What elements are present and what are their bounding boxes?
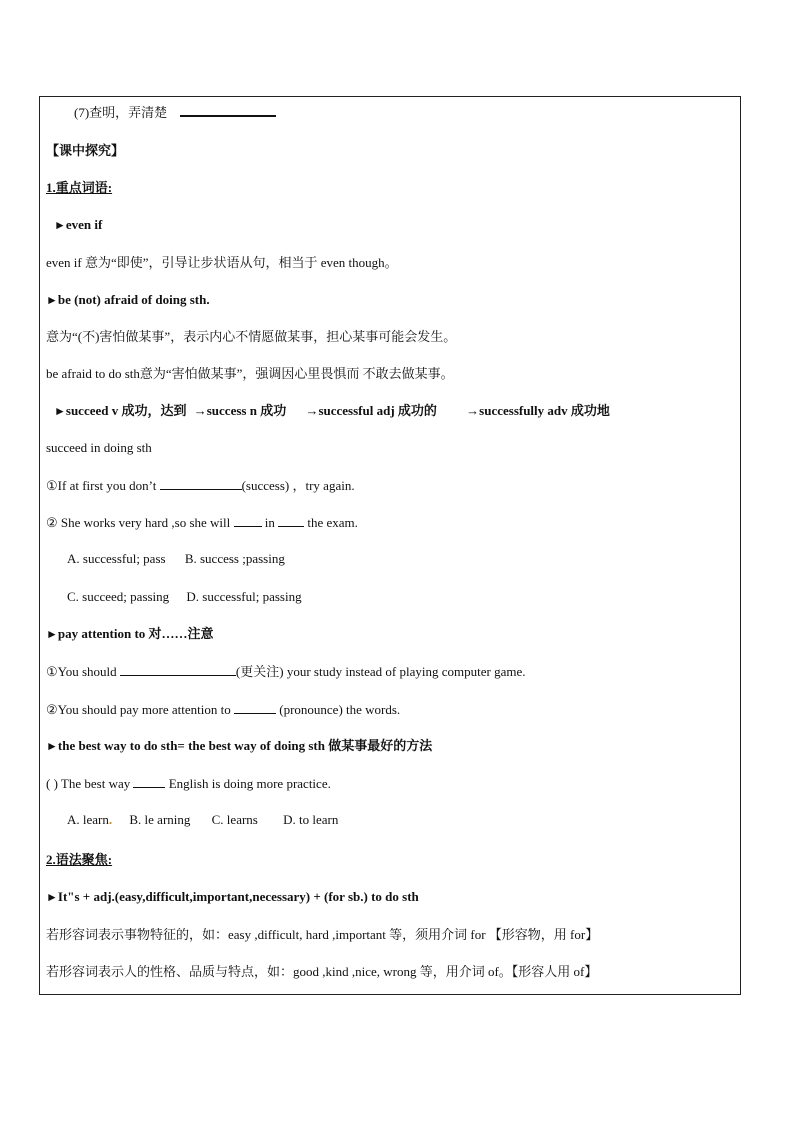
succeed-in-doing: succeed in doing sth [46,440,152,455]
exercise-4-pre: ②You should pay more attention to [46,702,231,717]
afraid-of-explanation: 意为“(不)害怕做某事”，表示内心不情愿做某事，担心某事可能会发生。 [46,329,457,344]
blank-5[interactable] [120,663,236,676]
triangle-icon: ► [46,739,58,753]
option-a: A. successful; pass [67,551,166,566]
point-even-if-text: even if [65,217,103,232]
exercise-3-pre: ①You should [46,664,117,679]
blank-6[interactable] [234,701,276,714]
blank-3[interactable] [234,514,262,527]
exercise-4-post: (pronounce) the words. [279,702,401,717]
options-row-1 [67,551,285,567]
blank-1[interactable] [180,103,276,117]
line-clarify [74,103,276,121]
point-its-adj-text: It"s + adj.(easy,difficult,important,necessary) + (for sb.) to do sth [57,889,419,904]
triangle-icon: ► [54,218,66,232]
triangle-icon: ► [46,890,58,904]
point-even-if [54,217,102,233]
point-pay-attention [46,626,214,642]
options-row-3 [67,812,338,828]
option-c: C. succeed; passing [67,589,170,604]
exercise-4 [46,701,400,718]
content-frame [39,96,741,995]
exercise-3 [46,663,525,680]
exercise-2-post: the exam. [307,515,358,530]
exercise-3-post: (更关注) your study instead of playing computer game. [235,664,526,679]
option-d-to-learn: D. to learn [283,812,339,827]
option-c-learns: C. learns [211,812,258,827]
options-row-2 [67,589,302,605]
triangle-icon: ► [46,627,58,641]
option-a-learn: A. learn [67,812,109,827]
section-title-explore: 【课中探究】 [46,143,125,158]
exercise-2-pre: ② She works very hard ,so she will [46,515,231,530]
successful-adj: →successful adj 成功的 [305,403,437,418]
blank-4[interactable] [278,514,304,527]
exercise-2 [46,514,358,531]
point-afraid-of [46,292,210,308]
exercise-5-pre: ( ) The best way [46,776,131,791]
mark-dot: . [108,812,113,827]
exercise-5-post: English is doing more practice. [168,776,331,791]
exercise-1 [46,477,355,494]
point-its-adj [46,889,419,905]
grammar-of-rule: 若形容词表示人的性格、品质与特点，如：good ,kind ,nice, wrong 等，用介词 of。【形容人用 of】 [46,964,598,979]
point-best-way [46,738,432,754]
subsection-grammar: 2.语法聚焦: [46,852,113,867]
grammar-for-rule: 若形容词表示事物特征的，如：easy ,difficult, hard ,important 等，须用介词 for 【形容物，用 for】 [46,927,599,942]
success-noun: →success n 成功 [193,403,287,418]
point-afraid-of-text: be (not) afraid of doing sth. [57,292,210,307]
point-best-way-text: the best way to do sth= the best way of doing sth 做某事最好的方法 [57,738,433,753]
exercise-1-pre: ①If at first you don’t [46,478,157,493]
option-d: D. successful; passing [186,589,302,604]
option-b: B. success ;passing [184,551,285,566]
even-if-explanation: even if 意为“即使”，引导让步状语从句，相当于 even though。 [46,255,398,270]
point-succeed [54,403,610,419]
exercise-2-mid: in [264,515,275,530]
point-pay-attention-text: pay attention to 对……注意 [57,626,214,641]
blank-7[interactable] [133,775,165,788]
succeed-verb: succeed v 成功，达到 [65,403,187,418]
afraid-to-explanation: be afraid to do sth意为“害怕做某事”，强调因心里畏惧而 不敢去做某事。 [46,366,454,381]
exercise-1-post: (success) ，try again. [241,478,355,493]
triangle-icon: ► [46,293,58,307]
subsection-key-words: 1.重点词语: [46,180,113,195]
exercise-5 [46,775,331,792]
option-b-learning: B. le arning [129,812,191,827]
successfully-adv: →successfully adv 成功地 [466,403,610,418]
blank-2[interactable] [160,477,242,490]
triangle-icon: ► [54,404,66,418]
clarify-text: (7)查明，弄清楚 [74,105,168,120]
